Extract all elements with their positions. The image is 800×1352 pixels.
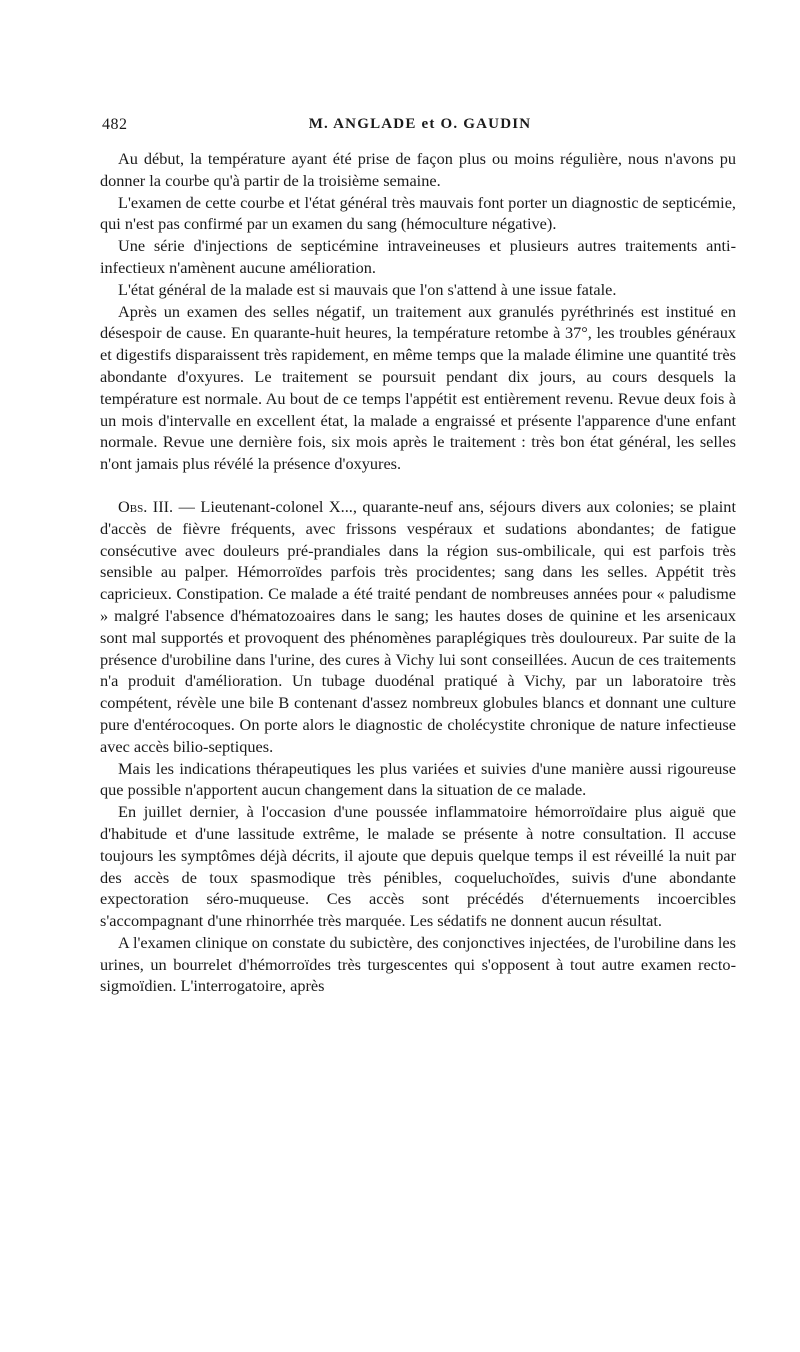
observation-paragraph <box>100 496 736 758</box>
paragraph: En juillet dernier, à l'occasion d'une poussée inflammatoire hémorroïdaire plus aiguë que d'habitude et d'une lassitude extrême, le malade se présente à notre consultation. Il accuse toujours les symptômes déjà décrits, il ajoute que depuis quelque temps il est réveillé la nuit par des accès de toux spasmodique très pénibles, coqueluchoïdes, suivis d'une abondante expectoration séro-muqueuse. Ces accès sont précédés d'éternuements incoercibles s'accompagnant d'une rhinorrhée très marquée. Les sédatifs ne donnent aucun résultat. <box>100 802 736 931</box>
paragraph: A l'examen clinique on constate du subictère, des conjonctives injectées, de l'urobiline dans les urines, un bourrelet d'hémorroïdes très turgescentes qui s'opposent à tout autre examen recto-sigmoïdien. L'interrogatoire, après <box>100 932 736 996</box>
running-head <box>102 116 738 138</box>
observation-text: — Lieutenant-colonel X..., quarante-neuf ans, séjours divers aux colonies; se plaint d'accès de fièvre fréquents, avec frissons vespéraux et sudations abondantes; de fatigue consécutive avec douleurs pré-prandiales dans la région sus-ombilicale, qui est parfois très sensible au palper. Hémorroïdes parfois très procidentes; sang dans les selles. Appétit très capricieux. Constipation. Ce malade a été traité pendant de nombreuses années pour « paludisme » malgré l'absence d'hématozoaires dans le sang; les hautes doses de quinine et les arsenicaux sont mal supportés et provoquent des phénomènes paraplégiques très douloureux. Par suite de la présence d'urobiline dans l'urine, des cures à Vichy lui sont conseillées. Aucun de ces traitements n'a produit d'amélioration. Un tubage duodénal pratiqué à Vichy, par un laboratoire très compétent, révèle une bile B contenant d'assez nombreux globules blancs et donnant une culture pure d'entérocoques. On porte alors le diagnostic de cholécystite chronique de nature infectieuse avec accès bilio-septiques. <box>100 496 736 756</box>
section-gap <box>100 475 736 496</box>
paragraph: Après un examen des selles négatif, un traitement aux granulés pyréthrinés est institué en désespoir de cause. En quarante-huit heures, la température retombe à 37°, les troubles généraux et digestifs disparaissent très rapidement, en même temps que la malade élimine une quantité très abondante d'oxyures. Le traitement se poursuit pendant dix jours, au cours desquels la température est normale. Au bout de ce temps l'appétit est entièrement revenu. Revue deux fois à un mois d'intervalle en excellent état, la malade a engraissé et présente l'apparence d'une enfant normale. Revue une dernière fois, six mois après le traitement : très bon état général, les selles n'ont jamais plus révélé la présence d'oxyures. <box>100 301 736 474</box>
paragraph: L'état général de la malade est si mauvais que l'on s'attend à une issue fatale. <box>118 279 617 299</box>
paragraph: Au début, la température ayant été prise de façon plus ou moins régulière, nous n'avons pu donner la courbe qu'à partir de la troisième semaine. <box>100 149 736 190</box>
paragraph: L'examen de cette courbe et l'état général très mauvais font porter un diagnostic de septicémie, qui n'est pas confirmé par un examen du sang (hémoculture négative). <box>100 192 736 234</box>
body-text <box>100 148 736 997</box>
observation-label: Obs. III. <box>118 496 174 516</box>
paragraph: Une série d'injections de septicémine intraveineuses et plusieurs autres traitements anti-infectieux n'amènent aucune amélioration. <box>100 236 736 277</box>
page-number: 482 <box>102 116 128 133</box>
paragraph: Mais les indications thérapeutiques les plus variées et suivies d'une manière aussi rigoureuse que possible n'apportent aucun changement dans la situation de ce malade. <box>100 758 736 800</box>
running-title: M. ANGLADE et O. GAUDIN <box>308 116 532 132</box>
